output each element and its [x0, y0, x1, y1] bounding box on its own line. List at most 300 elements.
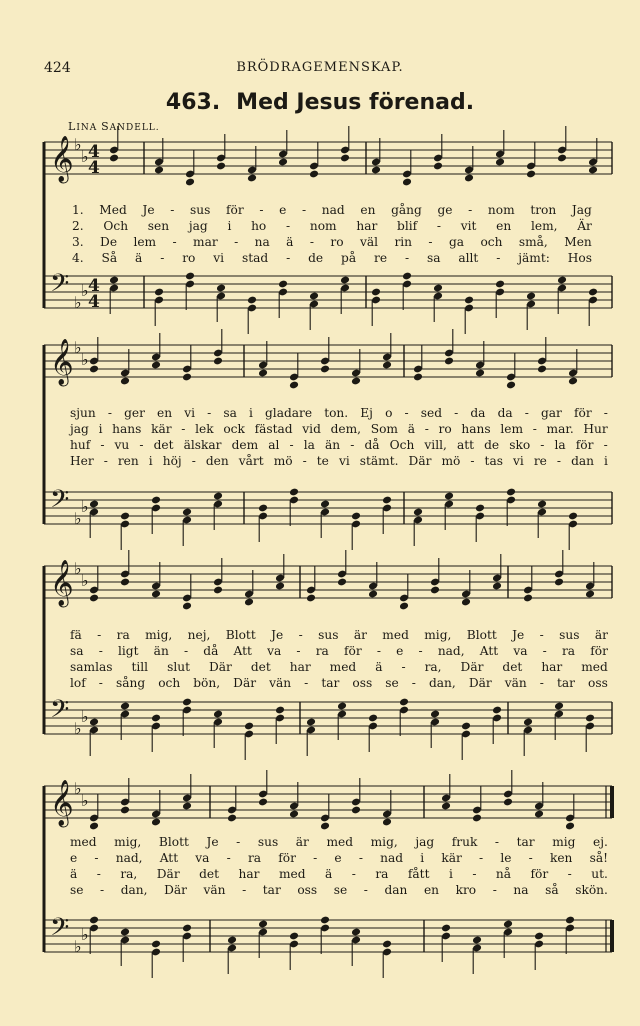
lyric-syllable: -: [181, 422, 186, 436]
lyric-syllable: -: [94, 851, 99, 865]
lyric-syllable: tar: [556, 676, 575, 690]
lyric-syllable: det: [153, 438, 174, 452]
note-head: [120, 806, 130, 815]
lyric-syllable: -: [298, 628, 303, 642]
lyric-syllable: -: [172, 235, 177, 249]
lyric-syllable: det: [199, 867, 220, 881]
note-head: [320, 822, 330, 831]
lyric-syllable: -: [454, 406, 459, 420]
lyric-syllable: tar: [262, 883, 281, 897]
lyric-syllable: än: [325, 438, 341, 452]
lyric-syllable: sa: [426, 251, 441, 265]
lyric-syllable: -: [418, 644, 423, 658]
lyric-syllable: jag: [415, 835, 435, 849]
lyric-syllable: vit: [460, 219, 477, 233]
lyric-syllable: Med: [99, 203, 127, 217]
lyric-syllable: -: [289, 438, 294, 452]
lyric-syllable: ra: [561, 644, 576, 658]
note-head: [182, 924, 192, 933]
lyric-syllable: är: [594, 628, 608, 642]
author-last-rest: ANDELL.: [109, 123, 160, 133]
author-last-initial: S: [101, 120, 110, 133]
time-signature-top: 4: [88, 276, 100, 296]
note-head: [534, 932, 544, 941]
lyric-syllable: med: [382, 628, 409, 642]
lyric-syllable: Men: [564, 235, 592, 249]
treble-clef-icon: 𝄞: [50, 560, 74, 606]
lyric-syllable: kro: [455, 883, 477, 897]
lyric-syllable: en: [423, 883, 440, 897]
lyric-syllable: oss: [352, 676, 373, 690]
lyric-syllable: -: [542, 644, 547, 658]
lyric-syllable: ra: [247, 851, 262, 865]
flat-icon: ♭: [74, 293, 82, 312]
author-initial: L: [68, 120, 77, 133]
lyric-syllable: vi: [184, 406, 195, 420]
lyric-syllable: vän: [269, 676, 292, 690]
lyric-syllable: -: [363, 883, 368, 897]
lyric-syllable: va: [195, 851, 210, 865]
lyric-syllable: höj: [162, 454, 182, 468]
lyric-syllable: mar: [193, 235, 218, 249]
lyric-syllable: har: [289, 660, 311, 674]
lyric-syllable: sjun: [70, 406, 96, 420]
lyric-syllable: lem: [133, 235, 157, 249]
note-head: [503, 798, 513, 807]
lyric-syllable: gång: [391, 203, 422, 217]
lyric-syllable: -: [401, 660, 406, 674]
flat-icon: ♭: [74, 135, 82, 154]
lyric-syllable: dan,: [120, 883, 148, 897]
lyric-syllable: lem: [500, 422, 523, 436]
lyric-syllable: -: [528, 851, 533, 865]
flat-icon: ♭: [81, 925, 89, 944]
lyric-syllable: 3.: [72, 235, 84, 249]
treble-clef-icon: 𝄞: [50, 780, 74, 826]
lyric-syllable: vi: [213, 251, 225, 265]
lyrics-block-4: [70, 834, 608, 898]
lyric-syllable: -: [302, 454, 307, 468]
lyric-syllable: -: [309, 235, 314, 249]
lyric-syllable: det: [250, 660, 271, 674]
author-first-rest: INA: [76, 123, 102, 133]
lyric-syllable: en: [360, 203, 376, 217]
lyric-syllable: ra: [375, 867, 389, 881]
note-head: [503, 920, 513, 929]
lyric-syllable: så: [545, 883, 559, 897]
lyric-syllable: e: [70, 851, 78, 865]
note-head: [534, 810, 544, 819]
lyric-syllable: 4.: [72, 251, 84, 265]
lyric-syllable: -: [107, 406, 112, 420]
lyric-syllable: oss: [297, 883, 318, 897]
running-header: BRÖDRAGEMENSKAP.: [236, 60, 404, 75]
lyric-syllable: väl: [359, 235, 379, 249]
lyric-syllable: Hos: [567, 251, 592, 265]
lyric-syllable: la: [303, 438, 315, 452]
lyric-syllable: fått: [407, 867, 430, 881]
note-head: [351, 806, 361, 815]
lyric-syllable: den: [205, 454, 229, 468]
lyric-syllable: na: [513, 883, 529, 897]
lyric-syllable: nå: [495, 867, 512, 881]
lyric-syllable: e: [279, 203, 287, 217]
lyric-syllable: -: [259, 203, 264, 217]
note-head: [472, 814, 482, 823]
flat-icon: ♭: [74, 719, 82, 738]
lyric-syllable: Där: [408, 454, 432, 468]
lyric-syllable: bön,: [193, 676, 221, 690]
lyric-syllable: 1.: [72, 203, 84, 217]
bass-clef-icon: 𝄢: [50, 913, 70, 948]
lyric-syllable: -: [96, 867, 101, 881]
lyric-syllable: rin: [394, 235, 413, 249]
lyric-syllable: med: [326, 835, 354, 849]
flat-icon: ♭: [74, 937, 82, 956]
flat-icon: ♭: [81, 147, 89, 166]
bass-clef-icon: 𝄢: [50, 269, 70, 304]
lyric-syllable: mig: [552, 835, 576, 849]
lyric-syllable: för: [590, 644, 608, 658]
lyric-syllable: se: [385, 676, 399, 690]
time-signature-bottom: 4: [88, 158, 100, 178]
lyric-syllable: Där: [233, 676, 257, 690]
verse-4-line: [70, 882, 608, 898]
lyric-syllable: sus: [559, 628, 580, 642]
flat-icon: ♭: [81, 791, 89, 810]
lyric-syllable: Där: [164, 883, 187, 897]
lyric-syllable: de: [484, 438, 500, 452]
lyric-syllable: se: [70, 883, 84, 897]
lyric-syllable: sen: [147, 219, 170, 233]
lyric-syllable: Där: [208, 660, 232, 674]
lyric-syllable: -: [236, 835, 241, 849]
lyric-syllable: -: [98, 644, 103, 658]
lyric-syllable: tron: [530, 203, 557, 217]
lyric-syllable: va: [267, 644, 282, 658]
lyric-syllable: har: [356, 219, 378, 233]
lyric-syllable: slut: [167, 660, 190, 674]
lyric-syllable: tas: [484, 454, 503, 468]
lyric-syllable: -: [436, 219, 441, 233]
lyric-syllable: e: [396, 644, 404, 658]
verse-3-line: [70, 866, 608, 882]
lyric-syllable: -: [424, 422, 429, 436]
lyric-syllable: mö: [273, 454, 293, 468]
lyric-syllable: är: [353, 628, 367, 642]
lyric-syllable: blif: [397, 219, 418, 233]
lyric-syllable: dem: [231, 438, 259, 452]
lyric-syllable: -: [103, 454, 108, 468]
lyric-syllable: för: [343, 644, 362, 658]
lyric-syllable: har: [238, 867, 260, 881]
lyric-syllable: samlas: [70, 660, 113, 674]
lyric-syllable: ro: [182, 251, 196, 265]
lyric-syllable: te: [316, 454, 329, 468]
lyric-syllable: ro: [438, 422, 452, 436]
lyric-syllable: -: [183, 644, 189, 658]
lyric-syllable: mar.: [546, 422, 574, 436]
bass-clef-icon: 𝄢: [50, 485, 70, 520]
note-head: [351, 928, 361, 937]
lyric-syllable: kär: [151, 422, 172, 436]
lyric-syllable: i: [420, 851, 425, 865]
lyric-syllable: en: [496, 219, 512, 233]
lyric-syllable: -: [191, 454, 196, 468]
lyric-syllable: -: [479, 851, 484, 865]
lyric-syllable: Blott: [466, 628, 497, 642]
lyric-syllable: fä: [70, 628, 82, 642]
lyric-syllable: nom: [309, 219, 337, 233]
lyric-syllable: -: [376, 644, 381, 658]
lyric-syllable: kär: [441, 851, 462, 865]
lyric-syllable: ä: [407, 422, 415, 436]
lyric-syllable: då: [364, 438, 380, 452]
flat-icon: ♭: [74, 509, 82, 528]
lyric-syllable: ock: [223, 422, 245, 436]
lyric-syllable: hans: [112, 422, 142, 436]
note-head: [151, 940, 161, 949]
bass-staff: [44, 913, 612, 978]
lyric-syllable: vid: [302, 422, 321, 436]
lyric-syllable: Je: [206, 835, 219, 849]
lyric-syllable: Och: [389, 438, 415, 452]
time-signature-top: 4: [88, 142, 100, 162]
note-head: [182, 802, 192, 811]
lyric-syllable: sus: [318, 628, 339, 642]
lyric-syllable: Att: [479, 644, 499, 658]
lyric-syllable: -: [524, 406, 529, 420]
lyric-syllable: la: [554, 438, 566, 452]
lyric-syllable: -: [492, 883, 497, 897]
lyric-syllable: -: [567, 867, 572, 881]
lyric-syllable: ho: [251, 219, 267, 233]
verse-2-line: [70, 850, 608, 866]
lyric-syllable: Så: [101, 251, 118, 265]
lyric-syllable: Ej: [360, 406, 373, 420]
lyric-syllable: vän: [504, 676, 527, 690]
lyric-syllable: da: [470, 406, 486, 420]
lyric-syllable: -: [532, 422, 537, 436]
flat-icon: ♭: [81, 571, 89, 590]
lyric-syllable: Som: [370, 422, 398, 436]
note-head: [441, 802, 451, 811]
lyric-syllable: Där: [460, 660, 484, 674]
lyric-syllable: -: [304, 676, 309, 690]
lyric-syllable: ligt: [118, 644, 139, 658]
lyric-syllable: med: [329, 660, 357, 674]
lyric-syllable: sång: [115, 676, 146, 690]
lyric-syllable: -: [556, 454, 562, 468]
lyric-syllable: Hur: [583, 422, 608, 436]
lyric-syllable: ra: [116, 628, 130, 642]
lyric-syllable: -: [100, 883, 105, 897]
lyric-syllable: Her: [70, 454, 94, 468]
lyric-syllable: vu: [114, 438, 130, 452]
lyric-syllable: vän: [203, 883, 226, 897]
lyric-syllable: dan: [571, 454, 594, 468]
lyric-syllable: -: [350, 438, 355, 452]
lyric-syllable: ä: [135, 251, 143, 265]
note-head: [151, 818, 161, 827]
note-head: [227, 814, 237, 823]
lyric-syllable: vi: [513, 454, 524, 468]
lyric-syllable: -: [286, 219, 291, 233]
lyric-syllable: Och: [103, 219, 129, 233]
lyric-syllable: -: [313, 851, 318, 865]
lyric-syllable: i: [148, 454, 153, 468]
lyric-syllable: -: [286, 251, 291, 265]
lyric-syllable: Där: [468, 676, 492, 690]
lyric-syllable: -: [242, 883, 247, 897]
lyric-syllable: -: [207, 406, 212, 420]
lyric-syllable: -: [539, 676, 544, 690]
lyric-syllable: huf: [70, 438, 91, 452]
lyric-syllable: -: [139, 438, 144, 452]
lyric-syllable: -: [170, 203, 175, 217]
lyric-syllable: -: [100, 438, 105, 452]
lyric-syllable: se: [333, 883, 348, 897]
note-head: [89, 916, 99, 925]
lyric-syllable: oss: [588, 676, 608, 690]
lyric-syllable: -: [404, 251, 410, 265]
lyric-syllable: vårt: [238, 454, 264, 468]
lyric-syllable: na: [254, 235, 270, 249]
lyric-syllable: -: [603, 438, 608, 452]
lyric-syllable: då: [203, 644, 219, 658]
flat-icon: ♭: [74, 779, 82, 798]
lyric-syllable: mig,: [424, 628, 452, 642]
lyric-syllable: ga: [448, 235, 465, 249]
bass-clef-icon: 𝄢: [50, 695, 70, 730]
flat-icon: ♭: [81, 281, 89, 300]
lyric-syllable: De: [100, 235, 118, 249]
time-signature-bottom: 4: [88, 292, 100, 312]
lyric-syllable: dan: [384, 883, 408, 897]
lyric-syllable: och: [480, 235, 503, 249]
note-head: [441, 924, 451, 933]
lyric-syllable: Blott: [225, 628, 256, 642]
lyric-syllable: vi: [338, 454, 350, 468]
lyric-syllable: skön.: [575, 883, 608, 897]
lyric-syllable: sed: [420, 406, 443, 420]
note-head: [227, 936, 237, 945]
treble-staff: [44, 770, 612, 830]
lyric-syllable: lof: [70, 676, 86, 690]
lyric-syllable: -: [226, 851, 231, 865]
lyric-syllable: sko: [509, 438, 531, 452]
flat-icon: ♭: [81, 350, 89, 369]
lyric-syllable: för: [278, 851, 296, 865]
lyric-syllable: i: [248, 406, 253, 420]
lyric-syllable: Där: [156, 867, 180, 881]
lyric-syllable: Är: [577, 219, 592, 233]
lyric-syllable: nad,: [437, 644, 465, 658]
lyric-syllable: tar: [321, 676, 340, 690]
note-head: [320, 916, 330, 925]
lyric-syllable: -: [302, 203, 307, 217]
lyric-syllable: ra: [315, 644, 329, 658]
lyric-syllable: -: [472, 867, 477, 881]
page-number: 424: [44, 60, 71, 76]
lyric-syllable: ra,: [424, 660, 442, 674]
note-head: [565, 916, 575, 925]
lyric-syllable: ren: [117, 454, 139, 468]
lyric-syllable: dem,: [330, 422, 362, 436]
lyric-syllable: va: [513, 644, 528, 658]
lyric-syllable: ge: [437, 203, 453, 217]
lyric-syllable: da: [497, 406, 513, 420]
lyric-syllable: och: [158, 676, 181, 690]
note-head: [382, 818, 392, 827]
lyric-syllable: jag: [70, 422, 89, 436]
lyric-syllable: jag: [188, 219, 208, 233]
lyric-syllable: gladare: [265, 406, 313, 420]
lyric-syllable: att: [456, 438, 475, 452]
lyric-syllable: ä: [70, 867, 78, 881]
note-head: [382, 940, 392, 949]
flat-icon: ♭: [81, 497, 89, 516]
note-head: [258, 920, 268, 929]
lyric-syllable: e: [334, 851, 342, 865]
lyric-syllable: ger: [124, 406, 145, 420]
flat-icon: ♭: [74, 338, 82, 357]
lyric-syllable: vill,: [424, 438, 447, 452]
lyric-syllable: allt: [458, 251, 479, 265]
lyric-syllable: -: [540, 438, 545, 452]
note-head: [289, 810, 299, 819]
lyric-syllable: -: [358, 851, 363, 865]
lyric-syllable: -: [603, 406, 608, 420]
lyric-syllable: -: [468, 203, 473, 217]
lyric-syllable: mig,: [114, 835, 142, 849]
lyric-syllable: jämt:: [518, 251, 550, 265]
flat-icon: ♭: [74, 559, 82, 578]
lyric-syllable: stad: [241, 251, 269, 265]
lyric-syllable: nad,: [115, 851, 143, 865]
treble-clef-icon: 𝄞: [50, 339, 74, 385]
lyric-syllable: dan,: [428, 676, 456, 690]
lyric-syllable: Blott: [158, 835, 189, 849]
lyric-syllable: Jag: [571, 203, 592, 217]
lyric-syllable: -: [539, 628, 544, 642]
lyric-syllable: ra,: [120, 867, 138, 881]
lyric-syllable: -: [411, 676, 416, 690]
lyric-syllable: Att: [159, 851, 179, 865]
note-head: [472, 936, 482, 945]
lyric-syllable: -: [97, 628, 102, 642]
lyric-syllable: sa: [70, 644, 84, 658]
lyric-syllable: -: [234, 235, 239, 249]
lyric-syllable: hans: [461, 422, 491, 436]
lyric-syllable: har: [541, 660, 563, 674]
lyric-syllable: mig,: [370, 835, 398, 849]
lyric-syllable: för: [530, 867, 549, 881]
lyric-syllable: o: [385, 406, 393, 420]
lyric-syllable: de: [308, 251, 324, 265]
lyric-syllable: stämt.: [359, 454, 399, 468]
lyric-syllable: i: [227, 219, 232, 233]
lyric-syllable: ä: [324, 867, 333, 881]
hymn-number: 463.: [165, 90, 221, 115]
lyric-syllable: en: [157, 406, 173, 420]
lyric-syllable: sus: [190, 203, 211, 217]
lyric-syllable: -: [428, 235, 433, 249]
lyric-syllable: ä: [375, 660, 383, 674]
note-head: [565, 822, 575, 831]
lyric-syllable: till: [131, 660, 149, 674]
lyric-syllable: -: [496, 251, 501, 265]
